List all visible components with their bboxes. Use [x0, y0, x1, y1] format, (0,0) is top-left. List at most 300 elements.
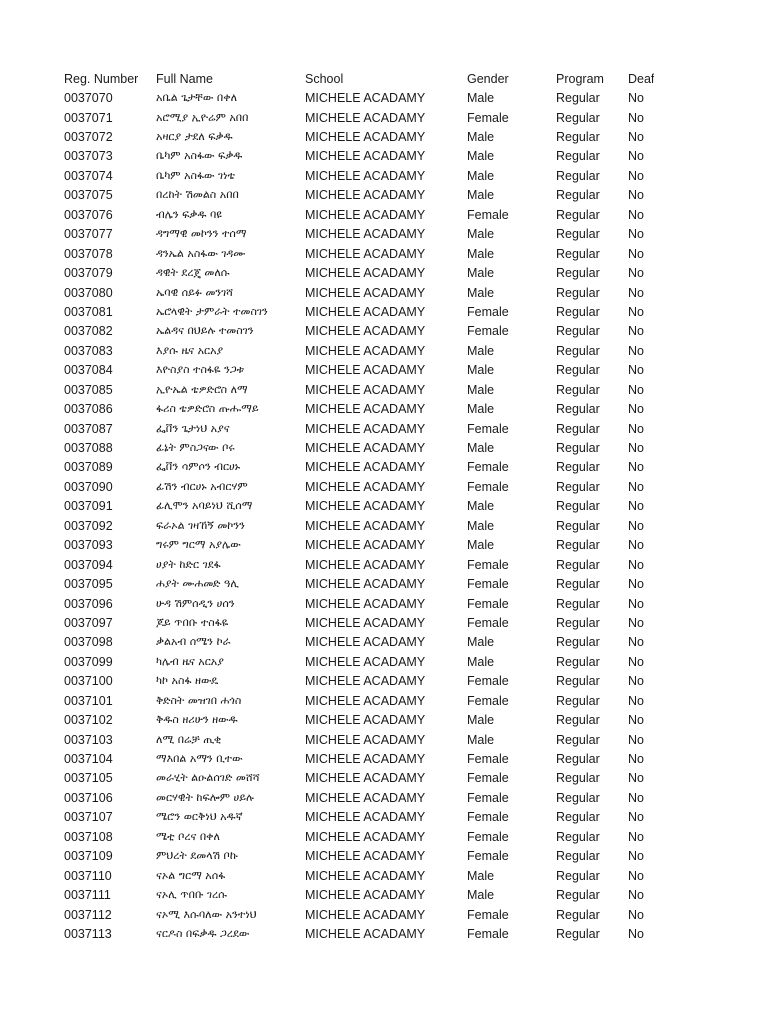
- cell-program: Regular: [556, 227, 600, 242]
- cell-reg-number: 0037078: [64, 246, 113, 261]
- cell-deaf: No: [628, 926, 644, 941]
- cell-program: Regular: [556, 363, 600, 378]
- cell-gender: Female: [467, 557, 509, 572]
- cell-program: Regular: [556, 110, 600, 125]
- cell-full-name: ለሚ በሬቻ ጢቂ: [156, 732, 222, 746]
- cell-program: Regular: [556, 246, 600, 261]
- cell-full-name: ዳግማዊ መኮንን ተሰማ: [156, 227, 247, 241]
- cell-reg-number: 0037077: [64, 227, 113, 242]
- cell-gender: Female: [467, 479, 509, 494]
- cell-full-name: ቤካም አስፋው ፍቃዱ: [156, 149, 243, 163]
- cell-full-name: ፋሪስ ቴዎድሮስ ጡሑማይ: [156, 402, 259, 416]
- cell-gender: Female: [467, 674, 509, 689]
- cell-program: Regular: [556, 499, 600, 514]
- cell-full-name: መርሃዊት ከፍሎም ሀይሉ: [156, 790, 254, 804]
- cell-school: MICHELE ACADAMY: [305, 810, 426, 825]
- cell-deaf: No: [628, 460, 644, 475]
- cell-deaf: No: [628, 888, 644, 903]
- cell-deaf: No: [628, 771, 644, 786]
- cell-program: Regular: [556, 479, 600, 494]
- cell-gender: Male: [467, 518, 495, 533]
- cell-deaf: No: [628, 635, 644, 650]
- cell-program: Regular: [556, 421, 600, 436]
- table-row: [0, 127, 768, 146]
- cell-school: MICHELE ACADAMY: [305, 304, 426, 319]
- cell-gender: Male: [467, 246, 495, 261]
- cell-gender: Female: [467, 926, 509, 941]
- cell-program: Regular: [556, 577, 600, 592]
- cell-full-name: አሮሚያ ኢዮሬም አበበ: [156, 110, 249, 124]
- cell-full-name: ኤባዊ ሰይፉ መንገሻ: [156, 285, 234, 299]
- cell-school: MICHELE ACADAMY: [305, 266, 426, 281]
- cell-reg-number: 0037085: [64, 382, 113, 397]
- cell-reg-number: 0037088: [64, 441, 113, 456]
- cell-program: Regular: [556, 130, 600, 145]
- table-row: [0, 147, 768, 166]
- table-row: [0, 244, 768, 263]
- cell-full-name: ዳዊት ደረጄ መለሱ: [156, 266, 230, 280]
- cell-reg-number: 0037103: [64, 732, 113, 747]
- cell-reg-number: 0037097: [64, 615, 113, 630]
- cell-gender: Female: [467, 110, 509, 125]
- table-row: [0, 555, 768, 574]
- cell-deaf: No: [628, 285, 644, 300]
- cell-gender: Male: [467, 227, 495, 242]
- cell-gender: Male: [467, 91, 495, 106]
- cell-reg-number: 0037105: [64, 771, 113, 786]
- cell-reg-number: 0037090: [64, 479, 113, 494]
- cell-deaf: No: [628, 188, 644, 203]
- table-row: [0, 749, 768, 768]
- cell-school: MICHELE ACADAMY: [305, 110, 426, 125]
- cell-school: MICHELE ACADAMY: [305, 557, 426, 572]
- cell-gender: Male: [467, 168, 495, 183]
- cell-school: MICHELE ACADAMY: [305, 926, 426, 941]
- cell-deaf: No: [628, 91, 644, 106]
- cell-deaf: No: [628, 499, 644, 514]
- cell-gender: Female: [467, 907, 509, 922]
- cell-reg-number: 0037096: [64, 596, 113, 611]
- cell-reg-number: 0037091: [64, 499, 113, 514]
- cell-school: MICHELE ACADAMY: [305, 713, 426, 728]
- cell-school: MICHELE ACADAMY: [305, 654, 426, 669]
- cell-gender: Male: [467, 654, 495, 669]
- table-row: [0, 283, 768, 302]
- cell-reg-number: 0037076: [64, 207, 113, 222]
- cell-full-name: አቤል ጌታቸው በቀለ: [156, 91, 238, 105]
- cell-reg-number: 0037080: [64, 285, 113, 300]
- cell-full-name: ሀያት ከድር ገደፋ: [156, 557, 221, 571]
- cell-reg-number: 0037108: [64, 829, 113, 844]
- cell-gender: Male: [467, 732, 495, 747]
- table-row: [0, 361, 768, 380]
- table-row: [0, 399, 768, 418]
- table-row: [0, 341, 768, 360]
- cell-program: Regular: [556, 771, 600, 786]
- cell-gender: Female: [467, 596, 509, 611]
- cell-full-name: ፌቨን ሳምሶን ብርሀኑ: [156, 460, 241, 474]
- table-row: [0, 536, 768, 555]
- cell-deaf: No: [628, 343, 644, 358]
- table-row: [0, 788, 768, 807]
- cell-program: Regular: [556, 752, 600, 767]
- cell-deaf: No: [628, 790, 644, 805]
- cell-gender: Female: [467, 771, 509, 786]
- cell-full-name: እዮስያስ ተስፋዬ ንጋቱ: [156, 363, 245, 377]
- cell-deaf: No: [628, 674, 644, 689]
- cell-full-name: ግሩም ግርማ አያሌው: [156, 538, 241, 552]
- cell-gender: Female: [467, 324, 509, 339]
- cell-gender: Female: [467, 810, 509, 825]
- cell-reg-number: 0037073: [64, 149, 113, 164]
- cell-school: MICHELE ACADAMY: [305, 168, 426, 183]
- header-program: Program: [556, 71, 604, 86]
- header-deaf: Deaf: [628, 71, 655, 86]
- cell-gender: Male: [467, 188, 495, 203]
- cell-full-name: ሜሮን ወርቅነህ አዱኛ: [156, 810, 243, 824]
- cell-program: Regular: [556, 441, 600, 456]
- table-body: [0, 88, 768, 943]
- header-gender: Gender: [467, 71, 509, 86]
- cell-program: Regular: [556, 538, 600, 553]
- cell-program: Regular: [556, 91, 600, 106]
- cell-full-name: ኤሮላዊት ታምራት ተመስገን: [156, 304, 268, 318]
- cell-school: MICHELE ACADAMY: [305, 888, 426, 903]
- cell-program: Regular: [556, 188, 600, 203]
- cell-full-name: ብሌን ፍቃዱ ባዩ: [156, 207, 222, 221]
- cell-school: MICHELE ACADAMY: [305, 227, 426, 242]
- cell-program: Regular: [556, 849, 600, 864]
- cell-gender: Female: [467, 693, 509, 708]
- table-row: [0, 730, 768, 749]
- table-row: [0, 847, 768, 866]
- cell-gender: Male: [467, 713, 495, 728]
- cell-program: Regular: [556, 693, 600, 708]
- table-row: [0, 574, 768, 593]
- cell-reg-number: 0037072: [64, 130, 113, 145]
- cell-deaf: No: [628, 441, 644, 456]
- cell-gender: Male: [467, 382, 495, 397]
- cell-reg-number: 0037101: [64, 693, 113, 708]
- cell-school: MICHELE ACADAMY: [305, 382, 426, 397]
- cell-gender: Male: [467, 149, 495, 164]
- cell-full-name: ማእበል አማን ቢተው: [156, 752, 243, 766]
- cell-deaf: No: [628, 810, 644, 825]
- cell-school: MICHELE ACADAMY: [305, 596, 426, 611]
- cell-reg-number: 0037081: [64, 304, 113, 319]
- cell-gender: Male: [467, 868, 495, 883]
- cell-gender: Female: [467, 207, 509, 222]
- cell-gender: Male: [467, 266, 495, 281]
- table-row: [0, 924, 768, 943]
- cell-reg-number: 0037100: [64, 674, 113, 689]
- cell-reg-number: 0037106: [64, 790, 113, 805]
- cell-school: MICHELE ACADAMY: [305, 441, 426, 456]
- cell-school: MICHELE ACADAMY: [305, 907, 426, 922]
- cell-deaf: No: [628, 849, 644, 864]
- cell-reg-number: 0037113: [64, 926, 112, 941]
- cell-deaf: No: [628, 149, 644, 164]
- cell-school: MICHELE ACADAMY: [305, 479, 426, 494]
- cell-full-name: ዳንኤል አስፋው ገዳሙ: [156, 246, 246, 260]
- cell-school: MICHELE ACADAMY: [305, 829, 426, 844]
- cell-program: Regular: [556, 382, 600, 397]
- cell-school: MICHELE ACADAMY: [305, 402, 426, 417]
- cell-reg-number: 0037102: [64, 713, 113, 728]
- table-row: [0, 885, 768, 904]
- cell-program: Regular: [556, 324, 600, 339]
- table-row: [0, 633, 768, 652]
- table-row: [0, 186, 768, 205]
- cell-school: MICHELE ACADAMY: [305, 868, 426, 883]
- table-row: [0, 769, 768, 788]
- cell-reg-number: 0037086: [64, 402, 113, 417]
- cell-full-name: ፊኔት ምስጋናው ቦሩ: [156, 441, 235, 455]
- cell-program: Regular: [556, 790, 600, 805]
- cell-deaf: No: [628, 693, 644, 708]
- cell-reg-number: 0037094: [64, 557, 113, 572]
- cell-school: MICHELE ACADAMY: [305, 421, 426, 436]
- cell-full-name: ፍራኦል ገዛኸኝ መኮንን: [156, 518, 245, 532]
- table-row: [0, 516, 768, 535]
- cell-full-name: ናኦሊ ጥበቡ ገረሱ: [156, 888, 227, 902]
- cell-deaf: No: [628, 363, 644, 378]
- cell-school: MICHELE ACADAMY: [305, 188, 426, 203]
- cell-gender: Male: [467, 499, 495, 514]
- cell-reg-number: 0037093: [64, 538, 113, 553]
- table-row: [0, 710, 768, 729]
- cell-full-name: ኢዮኤል ቴዎድሮስ ለማ: [156, 382, 248, 396]
- cell-full-name: እያሱ ዜና አርአያ: [156, 343, 224, 357]
- cell-gender: Female: [467, 421, 509, 436]
- table-row: [0, 808, 768, 827]
- cell-gender: Male: [467, 888, 495, 903]
- table-row: [0, 108, 768, 127]
- cell-program: Regular: [556, 829, 600, 844]
- cell-school: MICHELE ACADAMY: [305, 674, 426, 689]
- cell-full-name: ሐያት ሙሐመድ ዓሊ: [156, 577, 239, 591]
- cell-program: Regular: [556, 266, 600, 281]
- cell-reg-number: 0037070: [64, 91, 113, 106]
- cell-reg-number: 0037098: [64, 635, 113, 650]
- cell-reg-number: 0037107: [64, 810, 113, 825]
- cell-reg-number: 0037087: [64, 421, 113, 436]
- table-row: [0, 225, 768, 244]
- cell-school: MICHELE ACADAMY: [305, 518, 426, 533]
- cell-school: MICHELE ACADAMY: [305, 149, 426, 164]
- cell-school: MICHELE ACADAMY: [305, 577, 426, 592]
- cell-school: MICHELE ACADAMY: [305, 499, 426, 514]
- cell-deaf: No: [628, 868, 644, 883]
- cell-program: Regular: [556, 596, 600, 611]
- table-row: [0, 497, 768, 516]
- cell-full-name: መራሂት ልዑልሰገድ መሸሻ: [156, 771, 260, 785]
- cell-program: Regular: [556, 402, 600, 417]
- cell-full-name: ካኮ አስፋ ዘውዴ: [156, 674, 219, 688]
- table-row: [0, 263, 768, 282]
- cell-deaf: No: [628, 421, 644, 436]
- cell-full-name: ፌቨን ጌታነህ አያና: [156, 421, 230, 435]
- cell-full-name: ቅዱስ ዘሪሁን ዘውዱ: [156, 713, 238, 727]
- cell-reg-number: 0037110: [64, 868, 112, 883]
- cell-deaf: No: [628, 246, 644, 261]
- cell-reg-number: 0037104: [64, 752, 113, 767]
- cell-program: Regular: [556, 888, 600, 903]
- cell-deaf: No: [628, 402, 644, 417]
- cell-reg-number: 0037099: [64, 654, 113, 669]
- cell-reg-number: 0037112: [64, 907, 112, 922]
- table-row: [0, 594, 768, 613]
- cell-full-name: አዛርያ ታደለ ፍቃዱ: [156, 130, 233, 144]
- cell-full-name: ፊሊሞን አባይነህ ሺሰማ: [156, 499, 253, 513]
- cell-gender: Male: [467, 363, 495, 378]
- cell-program: Regular: [556, 518, 600, 533]
- cell-deaf: No: [628, 577, 644, 592]
- cell-school: MICHELE ACADAMY: [305, 460, 426, 475]
- cell-gender: Male: [467, 285, 495, 300]
- cell-school: MICHELE ACADAMY: [305, 343, 426, 358]
- cell-program: Regular: [556, 907, 600, 922]
- cell-school: MICHELE ACADAMY: [305, 538, 426, 553]
- cell-reg-number: 0037109: [64, 849, 113, 864]
- cell-deaf: No: [628, 538, 644, 553]
- cell-program: Regular: [556, 207, 600, 222]
- cell-school: MICHELE ACADAMY: [305, 615, 426, 630]
- table-row: [0, 302, 768, 321]
- cell-program: Regular: [556, 926, 600, 941]
- cell-reg-number: 0037092: [64, 518, 113, 533]
- table-row: [0, 438, 768, 457]
- cell-gender: Male: [467, 538, 495, 553]
- cell-full-name: ካሌብ ዜና አርአያ: [156, 654, 224, 668]
- cell-program: Regular: [556, 654, 600, 669]
- cell-full-name: ቤካም አስፋው ገነቴ: [156, 168, 235, 182]
- cell-gender: Female: [467, 752, 509, 767]
- table-row: [0, 322, 768, 341]
- cell-reg-number: 0037111: [64, 888, 111, 903]
- cell-program: Regular: [556, 868, 600, 883]
- cell-deaf: No: [628, 596, 644, 611]
- cell-deaf: No: [628, 615, 644, 630]
- cell-gender: Female: [467, 849, 509, 864]
- cell-program: Regular: [556, 635, 600, 650]
- cell-program: Regular: [556, 674, 600, 689]
- cell-program: Regular: [556, 460, 600, 475]
- cell-school: MICHELE ACADAMY: [305, 771, 426, 786]
- cell-full-name: ሜቲ ቦረና በቀለ: [156, 829, 220, 843]
- cell-deaf: No: [628, 654, 644, 669]
- table-row: [0, 166, 768, 185]
- cell-deaf: No: [628, 752, 644, 767]
- table-row: [0, 652, 768, 671]
- cell-gender: Male: [467, 635, 495, 650]
- cell-reg-number: 0037095: [64, 577, 113, 592]
- cell-school: MICHELE ACADAMY: [305, 324, 426, 339]
- cell-gender: Male: [467, 441, 495, 456]
- cell-school: MICHELE ACADAMY: [305, 849, 426, 864]
- cell-full-name: ጆይ ጥበቡ ተስፋዬ: [156, 615, 229, 629]
- cell-school: MICHELE ACADAMY: [305, 207, 426, 222]
- cell-gender: Female: [467, 577, 509, 592]
- cell-full-name: ቅድስት መዝገበ ሐጎስ: [156, 693, 242, 707]
- header-full-name: Full Name: [156, 71, 213, 86]
- cell-full-name: ናኦል ግርማ አሰፋ: [156, 868, 226, 882]
- cell-deaf: No: [628, 557, 644, 572]
- cell-reg-number: 0037089: [64, 460, 113, 475]
- cell-school: MICHELE ACADAMY: [305, 285, 426, 300]
- cell-gender: Male: [467, 130, 495, 145]
- cell-school: MICHELE ACADAMY: [305, 752, 426, 767]
- cell-deaf: No: [628, 829, 644, 844]
- cell-deaf: No: [628, 304, 644, 319]
- cell-school: MICHELE ACADAMY: [305, 246, 426, 261]
- cell-deaf: No: [628, 732, 644, 747]
- cell-school: MICHELE ACADAMY: [305, 635, 426, 650]
- table-row: [0, 905, 768, 924]
- cell-deaf: No: [628, 324, 644, 339]
- cell-deaf: No: [628, 207, 644, 222]
- table-row: [0, 458, 768, 477]
- cell-school: MICHELE ACADAMY: [305, 91, 426, 106]
- cell-deaf: No: [628, 479, 644, 494]
- cell-deaf: No: [628, 110, 644, 125]
- cell-full-name: ኤልዳና በህይሉ ተመስገን: [156, 324, 254, 338]
- cell-program: Regular: [556, 810, 600, 825]
- table-row: [0, 380, 768, 399]
- table-row: [0, 691, 768, 710]
- cell-deaf: No: [628, 907, 644, 922]
- cell-gender: Male: [467, 402, 495, 417]
- cell-reg-number: 0037079: [64, 266, 113, 281]
- cell-program: Regular: [556, 557, 600, 572]
- cell-full-name: በረከት ሽመልስ አበበ: [156, 188, 239, 202]
- table-row: [0, 88, 768, 107]
- table-row: [0, 672, 768, 691]
- cell-deaf: No: [628, 713, 644, 728]
- table-row: [0, 477, 768, 496]
- cell-program: Regular: [556, 149, 600, 164]
- cell-full-name: ፊሽን ብርሀኑ አብርሃም: [156, 479, 248, 493]
- cell-full-name: ምህረት ደመላሽ ቦኩ: [156, 849, 238, 863]
- table-row: [0, 205, 768, 224]
- cell-school: MICHELE ACADAMY: [305, 790, 426, 805]
- cell-deaf: No: [628, 266, 644, 281]
- cell-gender: Female: [467, 829, 509, 844]
- cell-deaf: No: [628, 227, 644, 242]
- cell-gender: Female: [467, 460, 509, 475]
- cell-gender: Female: [467, 304, 509, 319]
- cell-deaf: No: [628, 168, 644, 183]
- table-row: [0, 866, 768, 885]
- cell-gender: Female: [467, 615, 509, 630]
- cell-reg-number: 0037075: [64, 188, 113, 203]
- cell-gender: Male: [467, 343, 495, 358]
- cell-program: Regular: [556, 713, 600, 728]
- table-row: [0, 827, 768, 846]
- cell-program: Regular: [556, 615, 600, 630]
- table-row: [0, 419, 768, 438]
- cell-full-name: ቃልአብ ሰሜን ኮራ: [156, 635, 231, 649]
- table-row: [0, 613, 768, 632]
- cell-full-name: ናኦሚ እሱባለው አንተነህ: [156, 907, 257, 921]
- cell-deaf: No: [628, 518, 644, 533]
- cell-reg-number: 0037082: [64, 324, 113, 339]
- header-reg-number: Reg. Number: [64, 71, 139, 86]
- cell-gender: Female: [467, 790, 509, 805]
- cell-school: MICHELE ACADAMY: [305, 363, 426, 378]
- cell-deaf: No: [628, 130, 644, 145]
- cell-deaf: No: [628, 382, 644, 397]
